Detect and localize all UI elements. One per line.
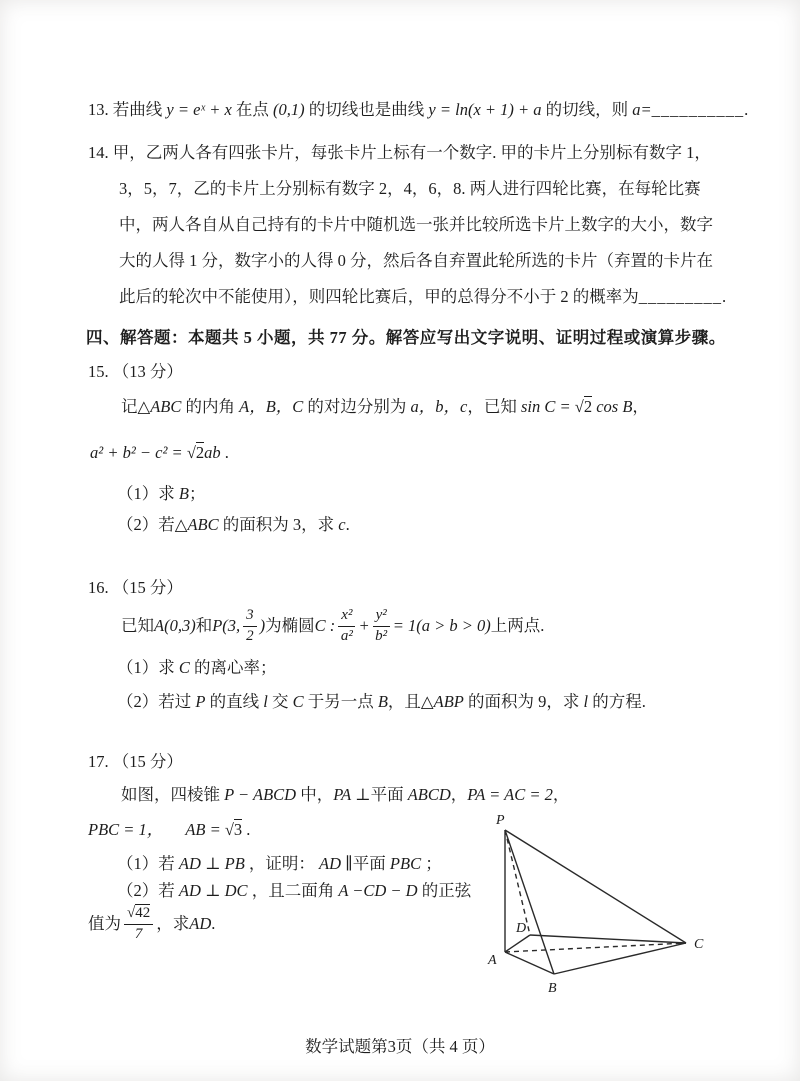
question-17-number: 17. （15 分） — [88, 752, 183, 771]
formula: cos B — [592, 397, 633, 416]
formula: AD ⊥ PB — [178, 854, 245, 873]
fraction-numerator: x² — [338, 607, 355, 626]
fraction-denominator: a² — [340, 627, 353, 644]
radicand: 2 — [195, 443, 205, 462]
question-16-body — [121, 600, 544, 652]
formula: P − ABCD — [224, 785, 297, 804]
edge-PC — [505, 830, 686, 943]
text-run: （2）若 — [117, 881, 179, 900]
formula: △ABP — [420, 692, 464, 711]
radical-icon: √ — [574, 397, 584, 416]
fraction-numerator: 3 — [243, 607, 257, 626]
text-run: 为椭圆 — [265, 616, 315, 635]
formula: AB = — [185, 820, 225, 839]
question-14-line-4: 大的人得 1 分，数字小的人得 0 分，然后各自弃置此轮所选的卡片（弃置的卡片在 — [119, 251, 713, 270]
formula: PBC — [389, 854, 422, 873]
radical-icon: √ — [224, 820, 234, 839]
text-run: 值为 — [88, 914, 121, 933]
text-run: ， — [450, 785, 468, 804]
text-run: . — [220, 443, 229, 462]
text-run: 交 — [267, 692, 293, 711]
radicand: 2 — [583, 397, 593, 416]
fraction — [338, 607, 355, 645]
text-run: 上两点. — [490, 616, 545, 635]
fraction — [124, 905, 153, 943]
formula: (0,1) — [273, 100, 305, 119]
text-run: （1）求 — [117, 484, 179, 503]
text-run: ，证明： — [244, 854, 320, 873]
question-15-line-1 — [121, 395, 649, 419]
text-run: 的离心率； — [189, 658, 277, 677]
formula: y = ln(x + 1) + a — [428, 100, 542, 119]
formula: ) — [259, 616, 266, 635]
formula: PA ⊥ — [333, 785, 371, 804]
text-run: 记 — [121, 397, 138, 416]
text-run: （1）若 — [117, 854, 179, 873]
edge-PD — [505, 830, 530, 935]
formula: ABCD — [407, 785, 451, 804]
question-14-line-3: 中，两人各自从自己持有的卡片中随机选一张并比较所选卡片上数字的大小，数字 — [119, 215, 713, 234]
fraction — [243, 607, 257, 645]
text-run: ， — [632, 397, 649, 416]
text-run: ； — [421, 854, 442, 873]
text-run: 和 — [195, 616, 213, 635]
question-17-line-5 — [88, 898, 215, 950]
text-run: 的方程. — [588, 692, 646, 711]
edge-DC — [530, 935, 686, 943]
radical-icon: √ — [127, 905, 136, 922]
text-run: . — [211, 914, 216, 933]
fraction-numerator: y² — [373, 607, 390, 626]
formula: PBC = 1， — [88, 820, 164, 839]
text-run: 的切线，则 — [541, 100, 633, 119]
formula: a，b，c — [410, 397, 468, 416]
formula: A(0,3) — [154, 616, 196, 635]
section-4-header: 四、解答题：本题共 5 小题，共 77 分。解答应写出文字说明、证明过程或演算步骤。 — [86, 328, 726, 347]
question-15-equation — [90, 441, 229, 465]
answer-blank: __________ — [651, 100, 745, 119]
formula: a² + b² − c² = — [90, 443, 187, 462]
fraction-numerator — [124, 905, 153, 924]
edge-AC — [505, 943, 686, 952]
question-17-part-1 — [117, 852, 442, 876]
question-14-line-1: 14. 甲，乙两人各有四张卡片，每张卡片上标有一个数字. 甲的卡片上分别标有数字 1， — [88, 143, 711, 162]
text-run: ，求 — [156, 914, 190, 933]
radicand: 42 — [135, 905, 151, 922]
text-run: 平面 — [352, 854, 390, 873]
text-run: 于另一点 — [303, 692, 378, 711]
text-run: ； — [188, 484, 206, 503]
text-run: 已知 — [121, 616, 154, 635]
question-15-part-2 — [117, 513, 350, 537]
text-run: 的直线 — [205, 692, 264, 711]
question-16-part-1 — [117, 656, 277, 680]
text-run: 在点 — [231, 100, 274, 119]
text-run: . — [744, 100, 749, 119]
question-17-line-2 — [88, 818, 250, 842]
formula: PA = AC = 2 — [467, 785, 553, 804]
formula: AD — [189, 914, 212, 933]
text-run: 平面 — [370, 785, 408, 804]
vertex-label-A: A — [488, 953, 497, 968]
text-run: 的切线也是曲线 — [304, 100, 429, 119]
formula: C : — [314, 616, 336, 635]
radicand: 3 — [233, 820, 243, 839]
text-run: ，且二面角 — [247, 881, 339, 900]
edge-PB — [505, 830, 554, 974]
question-14-line-2: 3，5，7，乙的卡片上分别标有数字 2，4，6，8. 两人进行四轮比赛，在每轮比赛 — [119, 179, 701, 198]
fraction-denominator: b² — [375, 627, 388, 644]
formula: l — [263, 692, 268, 711]
edge-AB — [505, 952, 554, 974]
radical-icon: √ — [186, 443, 196, 462]
text-run: . — [722, 287, 727, 306]
text-run: 的对边分别为 — [303, 397, 411, 416]
formula: a= — [632, 100, 652, 119]
text-run: （1）求 — [117, 658, 179, 677]
formula: ab — [204, 443, 221, 462]
text-run: 此后的轮次中不能使用），则四轮比赛后，甲的总得分不小于 2 的概率为 — [119, 287, 639, 306]
text-run: 的内角 — [181, 397, 240, 416]
formula: C — [292, 692, 304, 711]
text-run: 13. 若曲线 — [88, 100, 167, 119]
fraction-denominator: 7 — [134, 925, 143, 942]
text-run: 中， — [296, 785, 334, 804]
formula: A −CD − D — [338, 881, 418, 900]
text-run: 的面积为 3，求 — [218, 515, 339, 534]
formula: AD ⊥ DC — [178, 881, 248, 900]
formula: △ABC — [174, 515, 219, 534]
vertex-label-B: B — [548, 981, 557, 996]
formula: P — [195, 692, 206, 711]
formula: sin C = — [520, 397, 575, 416]
vertex-label-D: D — [516, 921, 527, 936]
question-13 — [88, 98, 748, 122]
formula: A，B，C — [239, 397, 304, 416]
question-15-part-1 — [117, 482, 205, 506]
formula: △ABC — [137, 397, 182, 416]
formula: P(3, — [212, 616, 241, 635]
formula: c — [338, 515, 346, 534]
text-run: . — [242, 820, 251, 839]
question-16-number: 16. （15 分） — [88, 578, 183, 597]
text-run: . — [345, 515, 350, 534]
text-run: ，且 — [387, 692, 421, 711]
formula: = 1(a > b > 0) — [392, 616, 491, 635]
edge-BC — [554, 943, 686, 974]
formula: C — [178, 658, 190, 677]
text-run: （2）若 — [117, 515, 175, 534]
text-run: 如图，四棱锥 — [121, 785, 225, 804]
fraction-denominator: 2 — [246, 627, 254, 644]
text-run: ，已知 — [467, 397, 521, 416]
formula: l — [583, 692, 589, 711]
question-16-part-2 — [117, 690, 646, 714]
vertex-label-P: P — [496, 813, 505, 828]
formula: + — [358, 616, 370, 635]
question-15-number: 15. （13 分） — [88, 362, 183, 381]
formula: y = eˣ + x — [166, 100, 232, 119]
page-footer: 数学试题第3页（共 4 页） — [305, 1037, 495, 1056]
pyramid-figure — [478, 800, 718, 1000]
answer-blank: _________ — [638, 287, 722, 306]
text-run: 的面积为 9，求 — [463, 692, 584, 711]
formula: AD ∥ — [319, 854, 353, 873]
text-run: （2）若过 — [117, 692, 196, 711]
text-run: ， — [552, 785, 570, 804]
question-14-line-5 — [119, 285, 726, 309]
text-run: 的正弦 — [417, 881, 472, 900]
edge-AD — [505, 935, 530, 952]
fraction — [373, 607, 390, 645]
formula: B — [178, 484, 189, 503]
vertex-label-C: C — [694, 937, 704, 952]
formula: B — [377, 692, 388, 711]
